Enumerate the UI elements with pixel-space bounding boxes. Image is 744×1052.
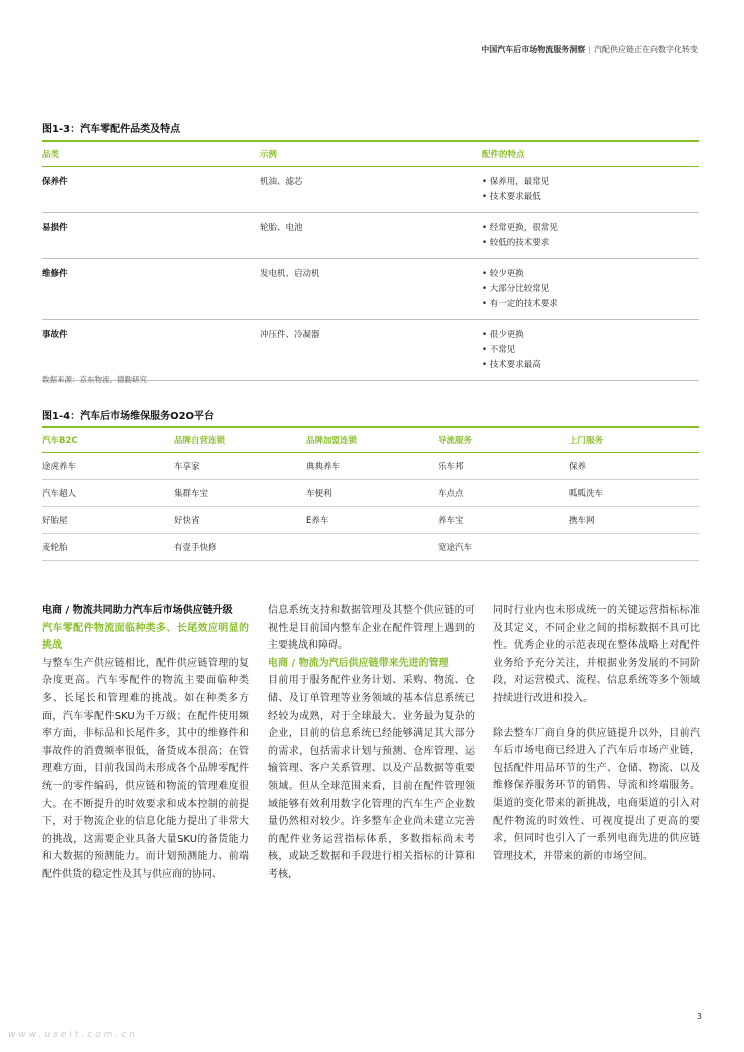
table-row xyxy=(42,480,699,507)
figure-1-3-title: 图1-3：汽车零配件品类及特点 xyxy=(42,124,181,135)
table-cell: 有壹手快修 xyxy=(174,534,306,561)
table-cell xyxy=(569,534,699,561)
table-cell: 车享家 xyxy=(174,453,306,480)
col-header-onsite: 上门服务 xyxy=(569,436,604,446)
features-cell xyxy=(482,259,699,320)
table-row xyxy=(42,213,699,259)
col-header-example: 示例 xyxy=(260,150,278,160)
subsection-heading: 电商 / 物流为汽后供应链带来先进的管理 xyxy=(268,657,449,669)
table-cell: 典典养车 xyxy=(306,453,438,480)
table-cell: 宽途汽车 xyxy=(438,534,569,561)
features-cell xyxy=(482,167,699,213)
body-paragraph: 与整车生产供应链相比，配件供应链管理的复杂度更高。汽车零配件的物流主要面临种类多、长尾长和管理难的挑战。如在种类多方面，汽车零配件SKU为千万级；在配件使用频率方面，非标品和长尾件多，其中的维修件和事故件的消费频率很低，备货成本很高；在管理难方面，目前我国尚未形成各个品牌零配件统一的零件编码，供应链和物流的管理难度很大。在不断提升的时效要求和成本控制的前提下，对于物流企业的信息化能力提出了非常大的挑战，这需要企业具备大量SKU的备货能力和大数据的预测能力。而计划预测能力、前端配件供货的稳定性及其与供应商的协同、 xyxy=(42,657,249,880)
table-cell: 乐车邦 xyxy=(438,453,569,480)
body-paragraph: 同时行业内也未形成统一的关键运营指标标准及其定义，不同企业之间的指标数据不具可比性。优秀企业的示范表现在整体战略上对配件业务给予充分关注，并根据业务发展的不同阶段，对运营模式、流程、信息系统等多个领域持续进行改进和投入。 xyxy=(493,605,700,704)
col-header-features: 配件的特点 xyxy=(482,150,525,160)
body-paragraph: 目前用于服务配件业务计划、采购、物流、仓储、及订单管理等业务领域的基本信息系统已经较为成熟，对于全球最大、业务最为复杂的企业，目前的信息系统已经能够满足其大部分的需求，包括需求计划与预测、仓库管理、运输管理、客户关系管理、以及产品数据等重要领域。但从全球范围来看，目前在配件管理领域能够有效利用数字化管理的汽车生产企业数量仍然相对较少。许多整车企业尚未建立完善的配件业务运营指标体系，多数指标尚未考核，或缺乏数据和手段进行相关指标的计算和考核， xyxy=(268,675,475,880)
table-row xyxy=(42,167,699,213)
category-cell: 维修件 xyxy=(42,259,260,320)
body-column-3 xyxy=(493,602,700,865)
table-row xyxy=(42,453,699,480)
header-separator: | xyxy=(588,45,591,54)
figure-1-4-title: 图1-4：汽车后市场维保服务O2O平台 xyxy=(42,411,215,422)
col-header-category: 品类 xyxy=(42,150,60,160)
example-cell: 发电机、启动机 xyxy=(260,259,482,320)
table-cell: 保养 xyxy=(569,453,699,480)
watermark: www.useit.com.cn xyxy=(8,1030,138,1040)
body-column-1 xyxy=(42,602,249,884)
parts-category-table xyxy=(42,140,699,381)
section-heading: 电商 / 物流共同助力汽车后市场供应链升级 xyxy=(42,605,233,616)
header-report-title: 中国汽车后市场物流服务洞察 xyxy=(481,45,586,54)
subsection-heading: 汽车零配件物流面临种类多、长尾效应明显的挑战 xyxy=(42,622,249,652)
table-row xyxy=(42,259,699,320)
table-cell: 车点点 xyxy=(438,480,569,507)
table-header-row xyxy=(42,141,699,167)
table-row xyxy=(42,320,699,381)
example-cell: 冲压件、冷凝器 xyxy=(260,320,482,381)
feature-item: • 不常见 xyxy=(482,343,699,358)
table-cell: 麦轮胎 xyxy=(42,534,174,561)
col-header-traffic: 导流服务 xyxy=(438,436,473,446)
page-number: 3 xyxy=(696,1012,702,1021)
table-cell xyxy=(306,534,438,561)
table-cell: 好快省 xyxy=(174,507,306,534)
running-header xyxy=(481,44,698,55)
header-section-title: 汽配供应链正在向数字化转变 xyxy=(594,45,698,54)
feature-item: • 保养用，最常见 xyxy=(482,175,699,190)
table-cell: 汽车超人 xyxy=(42,480,174,507)
col-header-b2c: 汽车B2C xyxy=(42,436,78,446)
table-cell: 养车宝 xyxy=(438,507,569,534)
table-cell: 携车网 xyxy=(569,507,699,534)
feature-item: • 有一定的技术要求 xyxy=(482,297,699,312)
table-cell: 集群车宝 xyxy=(174,480,306,507)
col-header-brand-owned: 品牌自营连锁 xyxy=(174,436,226,446)
feature-item: • 技术要求最低 xyxy=(482,190,699,205)
features-cell xyxy=(482,320,699,381)
category-cell: 易损件 xyxy=(42,213,260,259)
table-cell: 好胎屋 xyxy=(42,507,174,534)
col-header-brand-franchise: 品牌加盟连锁 xyxy=(306,436,358,446)
category-cell: 保养件 xyxy=(42,167,260,213)
feature-item: • 很少更换 xyxy=(482,328,699,343)
category-cell: 事故件 xyxy=(42,320,260,381)
table-cell: 呱呱洗车 xyxy=(569,480,699,507)
body-column-2 xyxy=(268,602,475,884)
table-header-row xyxy=(42,427,699,453)
feature-item: • 大部分比较常见 xyxy=(482,282,699,297)
table-cell: E养车 xyxy=(306,507,438,534)
data-source-note: 数据来源：京东物流、德勤研究 xyxy=(42,375,147,384)
feature-item: • 经常更换，很常见 xyxy=(482,221,699,236)
table-cell: 车便利 xyxy=(306,480,438,507)
body-paragraph: 除去整车厂商自身的供应链提升以外，目前汽车后市场电商已经进入了汽车后市场产业链，包括配件用品环节的生产、仓储、物流、以及维修保养服务环节的销售、导流和终端服务。渠道的变化带来的新挑战，电商渠道的引入对配件物流的时效性、可视度提出了更高的要求，但同时也引入了一系列电商先进的供应链管理技术，并带来的新的市场空间。 xyxy=(493,727,700,862)
example-cell: 轮胎、电池 xyxy=(260,213,482,259)
table-cell: 途虎养车 xyxy=(42,453,174,480)
feature-item: • 较少更换 xyxy=(482,267,699,282)
o2o-platform-table xyxy=(42,426,699,561)
body-paragraph: 信息系统支持和数据管理及其整个供应链的可视性是目前国内整车企业在配件管理上遇到的主要挑战和障碍。 xyxy=(268,605,475,652)
feature-item: • 较低的技术要求 xyxy=(482,236,699,251)
example-cell: 机油、滤芯 xyxy=(260,167,482,213)
features-cell xyxy=(482,213,699,259)
table-row xyxy=(42,507,699,534)
feature-item: • 技术要求最高 xyxy=(482,358,699,373)
table-row xyxy=(42,534,699,561)
